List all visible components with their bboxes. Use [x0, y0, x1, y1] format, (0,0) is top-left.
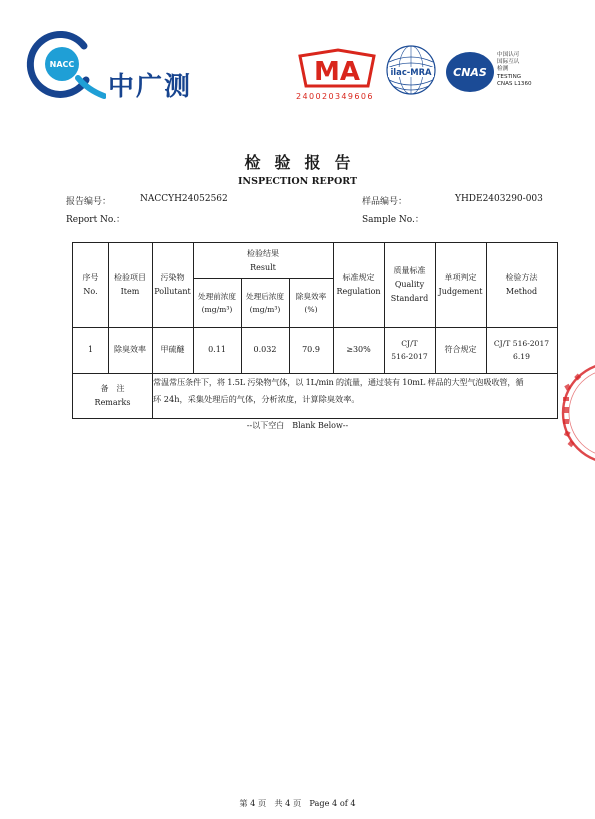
header-regulation-en: Regulation: [336, 287, 381, 296]
sample-no-label-cn: 样品编号：: [362, 197, 408, 207]
header-after-cn: 处理后浓度: [246, 291, 284, 301]
row-before: 0.11: [208, 345, 226, 354]
header-pollutant-en: Pollutant: [154, 287, 191, 296]
cnas-mark-text: CNAS: [453, 66, 487, 79]
header-judgement-cn: 单项判定: [444, 273, 477, 282]
remarks-label-en: Remarks: [94, 397, 131, 407]
header-before-cn: 处理前浓度: [198, 291, 236, 301]
cnas-caption-line: TESTING: [497, 73, 522, 80]
header-item-cn: 检验项目: [114, 273, 146, 282]
remarks-label: [73, 373, 152, 418]
header-regulation: [333, 243, 384, 327]
ilac-mark-text: ilac-MRA: [390, 67, 432, 77]
remarks-text: [153, 374, 553, 408]
header-after: [241, 278, 289, 327]
header-judgement: [435, 243, 486, 327]
row-pollutant: 甲硫醚: [160, 345, 185, 354]
row-quality: [384, 327, 435, 373]
remarks-line: 常温常压条件下，将 1.5L 污染物气体，以 1L/min 的流量，通过装有 10mL 样品的大型气泡吸收管，循: [153, 377, 524, 387]
header-judgement-en: Judgement: [438, 287, 483, 296]
cma-logo: [298, 46, 376, 98]
header-quality-en2: Standard: [390, 294, 429, 303]
sample-no-value: YHDE2403290-003: [455, 194, 543, 204]
row-rate: 70.9: [302, 345, 320, 354]
header-pollutant-cn: 污染物: [160, 273, 185, 282]
header-before: [193, 278, 241, 327]
cnas-caption-line: 国际互认: [497, 59, 520, 66]
row-regulation: ≥30%: [346, 345, 371, 354]
header-quality: [384, 243, 435, 327]
header-after-unit: (mg/m³): [249, 304, 281, 314]
header-item: [108, 243, 152, 327]
row-method-line2: 6.19: [513, 352, 530, 361]
cnas-caption-line: 中国认可: [497, 52, 520, 58]
header-rate-cn: 除臭效率: [295, 291, 327, 301]
header-seq-en: No.: [83, 287, 98, 296]
nacc-logo: [26, 30, 106, 102]
header-regulation-cn: 标准规定: [342, 273, 375, 282]
blank-below: --以下空白 Blank Below--: [246, 421, 349, 430]
row-no: 1: [87, 345, 94, 354]
header-method: [486, 243, 557, 327]
row-judgement: 符合规定: [444, 345, 477, 354]
row-method: [486, 327, 557, 373]
header-quality-cn: 质量标准: [393, 266, 426, 275]
brand-name: 中广测: [108, 72, 193, 102]
row-item: 除臭效率: [114, 345, 146, 354]
sample-no-label-en: Sample No.：: [362, 215, 424, 225]
cnas-caption-line: CNAS L1360: [497, 80, 532, 87]
row-quality-line1: CJ/T: [401, 339, 418, 348]
report-no-label-en: Report No.：: [66, 215, 126, 225]
header-result: [193, 243, 333, 278]
nacc-badge-text: NACC: [49, 60, 75, 69]
remarks-line: 环 24h，采集处理后的气体，分析浓度，计算除臭效率。: [153, 394, 360, 404]
report-no-label-cn: 报告编号：: [66, 197, 112, 207]
row-after: 0.032: [253, 345, 277, 354]
ilac-mra-logo: [385, 44, 437, 96]
header-result-cn: 检验结果: [247, 248, 279, 258]
remarks-label-cn: 备 注: [100, 383, 125, 393]
row-quality-line2: 516-2017: [391, 352, 428, 361]
row-method-line1: CJ/T 516-2017: [493, 339, 550, 348]
cma-number: 240020349606: [296, 92, 374, 101]
results-table: [72, 242, 558, 419]
report-title-en: INSPECTION REPORT: [237, 176, 358, 187]
ma-mark-text: MA: [314, 57, 360, 87]
header-item-en: Item: [120, 287, 140, 296]
header-before-unit: (mg/m³): [201, 304, 233, 314]
header-method-cn: 检验方法: [505, 273, 538, 282]
header-method-en: Method: [505, 287, 538, 296]
page-footer: 第 4 页 共 4 页 Page 4 of 4: [239, 798, 356, 808]
report-title-cn: 检验报告: [244, 153, 365, 172]
header-pollutant: [152, 243, 193, 327]
header-rate: [289, 278, 333, 327]
cnas-logo: [445, 50, 495, 94]
red-seal-stamp: [555, 355, 595, 475]
cnas-caption-line: 检测: [497, 66, 509, 73]
header-rate-unit: (%): [304, 304, 318, 314]
cnas-caption: [497, 52, 532, 88]
header-quality-en1: Quality: [394, 280, 425, 289]
header-seq-cn: 序号: [82, 273, 99, 282]
report-no-value: NACCYH24052562: [140, 194, 228, 204]
header-seq: [73, 243, 108, 327]
header-result-en: Result: [250, 262, 276, 272]
